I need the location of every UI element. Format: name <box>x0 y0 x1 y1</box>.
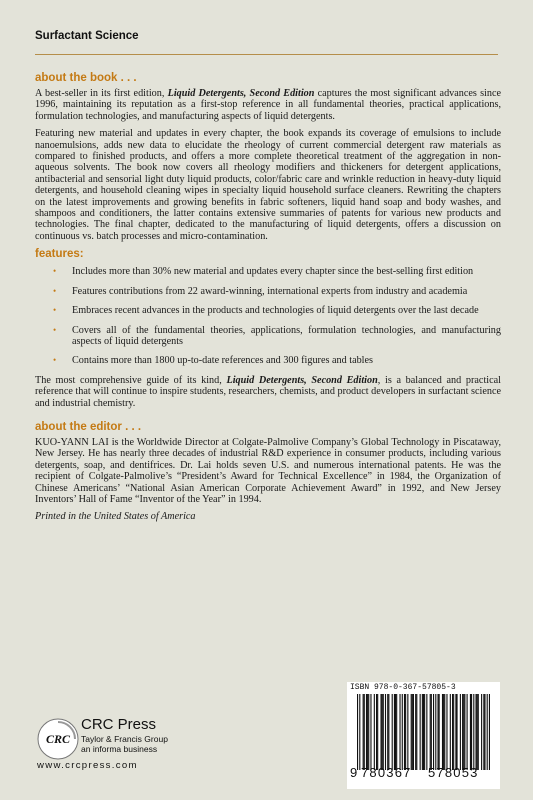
barcode-bar <box>446 694 447 770</box>
series-title: Surfactant Science <box>35 30 139 42</box>
about-book-paragraph-1: A best-seller in its first edition, Liquid Detergents, Second Edition captures the most significant advances since 1996, maintaining its reputation as a first-stop reference in all fundamental theories, practical applications, formulation technologies, and manufacturing aspects of liquid detergents. <box>35 88 502 122</box>
barcode-bar <box>423 694 424 770</box>
barcode-bar <box>439 694 440 770</box>
barcode-bar <box>412 694 413 770</box>
back-cover-text <box>35 72 501 522</box>
barcode-bar <box>407 694 408 770</box>
barcode-bar <box>467 694 468 770</box>
bullet-icon: • <box>53 305 57 316</box>
barcode-bar <box>388 694 389 770</box>
barcode-bar <box>453 694 454 770</box>
barcode-bar <box>357 694 358 770</box>
barcode-bar <box>395 694 396 770</box>
publisher-group: Taylor & Francis Group an informa business <box>81 734 168 754</box>
barcode-bar <box>460 694 461 770</box>
barcode-bar <box>463 694 464 770</box>
barcode-bar <box>382 694 383 770</box>
barcode-bar <box>366 694 367 770</box>
crc-logo-icon <box>37 718 79 760</box>
features-list <box>35 266 501 366</box>
barcode-bar <box>431 694 432 770</box>
barcode-bar <box>475 694 476 770</box>
barcode-bar <box>481 694 482 770</box>
barcode-bar <box>383 694 384 770</box>
barcode-bar <box>376 694 377 770</box>
barcode-bar <box>470 694 471 770</box>
barcode-bar <box>424 694 425 770</box>
barcode-bar <box>450 694 451 770</box>
editor-bio: KUO-YANN LAI is the Worldwide Director at Colgate-Palmolive Company’s Global Technology in Piscataway, New Jersey. He has nearly three decades of industrial R&D experience in consumer products, including various detergents, soap, and dentifrices. Dr. Lai holds seven U.S. and numerous international patents. He was the recipient of Colgate-Palmolive’s “President’s Award for Technical Excellence” in 1984, the Organization of Chinese Americans’ “National Asian American Corporate Achievement Award” in 1992, and New Jersey Inventors’ Hall of Fame “Inventor of the Year” in 1994. <box>35 436 501 505</box>
about-book-heading: about the book . . . <box>35 72 137 84</box>
barcode-bar <box>435 694 436 770</box>
barcode-bar <box>413 694 414 770</box>
barcode-bar <box>377 694 378 770</box>
barcode <box>347 682 500 789</box>
bullet-icon: • <box>53 285 57 296</box>
bullet-icon: • <box>53 266 57 277</box>
barcode-bar <box>444 694 445 770</box>
logo-text: CRC <box>45 732 71 746</box>
barcode-bar <box>396 694 397 770</box>
feature-item: • Includes more than 30% new material and updates every chapter since the best-selling first edition <box>53 266 474 278</box>
about-book-paragraph-2: Featuring new material and updates in every chapter, the book expands its coverage of emulsions to include nanoemulsions, adds new data to elucidate the rheology of current commercial detergent raw materials as compared to finished products, and offers a more complete theoretical treatment of the aggregation in non-aqueous solvents. The book now covers all rheology modifiers and thickeners for detergent applications, antibacterial and sensorial light duty liquid products, color/fabric care and wrinkle reduction in heavy-duty liquid detergents, and household cleaning wipes in specialty liquid household surface cleaners. Rewriting the chapters on the latest improvements and growing benefits in fabric softeners, liquid hand soap and body washes, and shampoos and conditioners, the latter contains extensive summaries of patents for various new products and technologies. The final chapter, dedicated to the manufacturing of liquid detergents, offers a discussion on continuous vs. batch processes and micro-contamination. <box>35 128 501 242</box>
feature-item: • Embraces recent advances in the products and technologies of liquid detergents over the last decade <box>53 305 479 317</box>
barcode-bar <box>484 694 485 770</box>
barcode-bar <box>420 694 421 770</box>
bullet-icon: • <box>53 355 57 366</box>
barcode-bar <box>422 694 423 770</box>
feature-item: • Contains more than 1800 up-to-date references and 300 figures and tables <box>53 355 373 367</box>
barcode-bar <box>471 694 472 770</box>
printed-in-note: Printed in the United States of America <box>35 511 196 523</box>
barcode-bar <box>415 694 416 770</box>
barcode-bar <box>411 694 412 770</box>
feature-item: • Covers all of the fundamental theories, applications, formulation technologies, and manufacturing aspects of liquid detergents <box>53 324 501 347</box>
barcode-bar <box>483 694 484 770</box>
publisher-name: CRC Press <box>81 716 157 733</box>
publisher-url: www.crcpress.com <box>37 760 138 771</box>
barcode-bar <box>456 694 457 770</box>
barcode-bar <box>394 694 395 770</box>
barcode-digits: 9 780367 578053 <box>350 765 479 780</box>
barcode-bar <box>433 694 434 770</box>
barcode-bar <box>489 694 490 770</box>
barcode-bar <box>416 694 417 770</box>
barcode-bar <box>478 694 479 770</box>
barcode-bar <box>392 694 393 770</box>
barcode-bar <box>368 694 369 770</box>
header-divider <box>35 54 498 55</box>
barcode-bar <box>464 694 465 770</box>
barcode-bar <box>380 694 381 770</box>
barcode-bar <box>430 694 431 770</box>
barcode-bar <box>405 694 406 770</box>
barcode-bar <box>487 694 488 770</box>
barcode-bars <box>357 694 490 770</box>
bullet-icon: • <box>53 324 57 335</box>
barcode-bar <box>385 694 386 770</box>
barcode-bar <box>452 694 453 770</box>
barcode-bar <box>462 694 463 770</box>
book-title: Liquid Detergents, Second Edition <box>167 88 315 99</box>
barcode-bar <box>477 694 478 770</box>
features-heading: features: <box>35 248 84 261</box>
barcode-bar <box>426 694 427 770</box>
barcode-bar <box>370 694 371 770</box>
barcode-bar <box>404 694 405 770</box>
barcode-bar <box>455 694 456 770</box>
barcode-bar <box>443 694 444 770</box>
barcode-bar <box>359 694 360 770</box>
barcode-bar <box>364 694 365 770</box>
barcode-bar <box>402 694 403 770</box>
about-editor-heading: about the editor . . . <box>35 420 142 433</box>
barcode-bar <box>363 694 364 770</box>
barcode-bar <box>442 694 443 770</box>
isbn-label: ISBN 978-0-367-57805-3 <box>350 683 456 692</box>
barcode-bar <box>399 694 400 770</box>
feature-item: • Features contributions from 22 award-winning, international experts from industry and academia <box>53 285 468 297</box>
barcode-bar <box>387 694 388 770</box>
barcode-bar <box>437 694 438 770</box>
barcode-bar <box>473 694 474 770</box>
barcode-bar <box>367 694 368 770</box>
features-closing-paragraph: The most comprehensive guide of its kind, Liquid Detergents, Second Edition, is a balanced and practical reference that will continue to inspire students, researchers, chemists, and product developers in surfactant science and industrial chemistry. <box>35 374 501 409</box>
barcode-bar <box>374 694 375 770</box>
